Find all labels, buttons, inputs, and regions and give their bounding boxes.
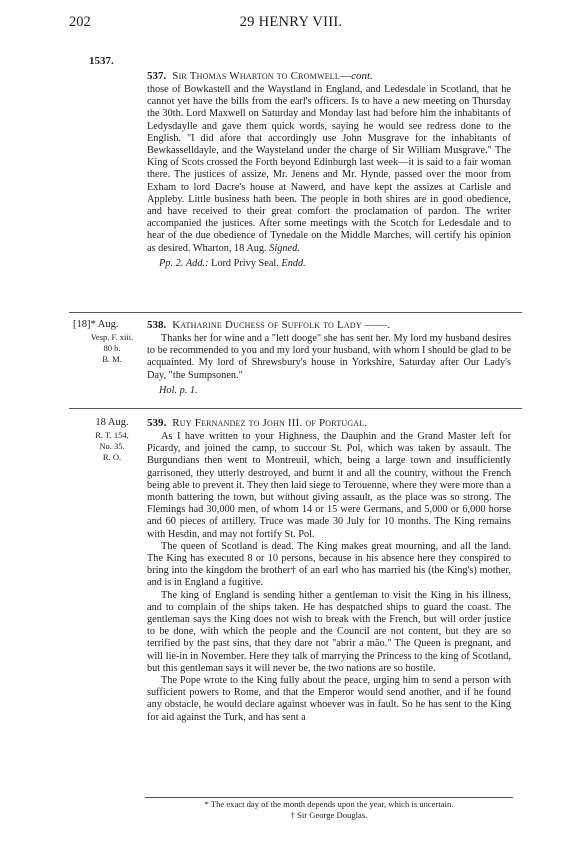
entry-number: 537. — [147, 70, 167, 82]
footnote-rule — [145, 797, 513, 798]
entry-539-heading — [147, 416, 511, 430]
entry-paragraph: The queen of Scotland is dead. The King makes great mourning, and all the land. The King has executed 8 or 10 persons, because in his absence here they conspired to bring into the kingdom the brother† of an earl who has married his (the King's) mother, and is in England a fugitive. — [147, 540, 511, 589]
source-ref: 80 b. — [103, 343, 121, 353]
meta-addressee: Lord Privy Seal. — [211, 257, 279, 269]
entry-date: 18 Aug. — [95, 417, 129, 428]
entry-539-body — [147, 416, 511, 724]
entry-text: Thanks her for wine and a "lett dooge" she has sent her. My lord my husband desires to be recommended to you and my lord your husband, with whom I should be glad to be acquainted. My lord of Shrewsbury's house in Yorkshire, Saturday after Our Lady's Day, "the Sumpsonen." — [147, 333, 511, 381]
entry-meta — [159, 384, 511, 398]
entry-number: 538. — [147, 319, 167, 331]
page-number: 202 — [69, 14, 91, 30]
source-ref: No. 35. — [99, 441, 125, 451]
year-marker: 1537. — [89, 55, 114, 67]
entry-538-body — [147, 318, 511, 398]
meta-endorsed: Endd. — [281, 257, 306, 269]
footnotes — [147, 799, 511, 821]
entry-paragraph: The Pope wrote to the King fully about the peace, urging him to send a person with sufficient powers to Rome, and that the Emperor would send another, and if he found any obstacle, he would declare against whoever was in fault. So he has sent to the King for aid against the Turk, and has sent a — [147, 675, 511, 723]
running-header — [69, 14, 513, 34]
footnote: * The exact day of the month depends upon the year, which is uncertain. — [204, 799, 454, 809]
entry-paragraph: The king of England is sending hither a gentleman to visit the King in his illness, and to complain of the ships taken. He has despatched ships to guard the coast. The gentleman says the King does not wish to break with the French, but will order justice to be done, with which the people and the Council are not content, but they are so terrified by the past sins, that they dare not "abrir a mão." The Queen is pregnant, and will lie-in in November. Here they talk of marrying the Princess to the king of Scotland, but this gentleman says it will never be, the two nations are so hostile. — [147, 589, 511, 674]
entry-538-heading — [147, 318, 511, 332]
entry-539-margin — [83, 416, 141, 463]
entry-title: Ruy Fernandez to John III. of Portugal. — [172, 417, 368, 429]
entry-538-margin — [73, 318, 141, 365]
entry-continued: cont. — [351, 70, 373, 82]
source-ref: R. T. 154, — [95, 430, 129, 440]
footnote: † Sir George Douglas. — [290, 810, 368, 820]
source-ref: R. O. — [102, 452, 122, 462]
entry-title: Katharine Duchess of Suffolk to Lady ——. — [172, 319, 391, 331]
running-title: 29 HENRY VIII. — [239, 14, 343, 30]
entry-paragraph: As I have written to your Highness, the Dauphin and the Grand Master left for Picardy, and joined the camp, to succour St. Pol, which was taken by assault. The Burgundians then went to Montreuil, which, being a large town and insufficiently garrisoned, they utterly destroyed, and burnt it and all the country, without the French being able to prevent it. They then laid siege to Terouenne, where they were more than a month battering the town, but without giving assault, as the place was so strong. The Flemings had 30,000 men, of whom 14 or 15 were Germans, and 5,000 or 6,000 horse and 60 pieces of artillery. Truce was made 30 July for 10 months. The King remains with Hesdin, and may not fortify St. Pol. — [147, 431, 511, 540]
entry-text-content: those of Bowkastell and the Waystland in England, and Ledesdale in Scotland, that he cannot yet have the bills from the earl's officers. Is to have a new meeting on Thursday the 30th. Lord Maxwell on Saturday and Monday last had before him the inhabitants of Ledysdaylle and gave them quick words, saying he would see redress done to the English. "I did afore that accordingly use John Musgrave for the inhabitants of Bewkasselldayle, and the Waysteland under the charge of Sir William Musgrave." The King of Scots crossed the Forth beyond Edinburgh last week—it is said to a fair woman there. The justices of assize, Mr. Jenens and Mr. Hynde, passed over the moor from Exham to lord Dacre's house at Nawerd, and have kept the assizes at Carlisle and Appleby. Little business hath been. The people in both shires are in good obedience, and have received to their great comfort the proclamation of pardon. The writer accompanied the justices. After some meetings with the Scotch for Ledesdale and to hear of the due obedience of Tynedale on the Middle Marches, will certify his opinion as desired. Wharton, 18 Aug. — [147, 84, 511, 254]
section-divider — [69, 312, 522, 313]
source-ref: Vesp. F. xiii. — [90, 332, 134, 342]
entry-title: Sir Thomas Wharton to Cromwell— — [172, 70, 352, 82]
entry-meta — [159, 257, 511, 271]
entry-date: [18]* Aug. — [73, 319, 119, 330]
meta-holograph: Hol. p. 1. — [159, 384, 198, 396]
entry-537-body — [147, 69, 511, 271]
entry-537-heading — [147, 69, 511, 83]
entry-text — [147, 84, 511, 255]
section-divider — [69, 408, 522, 409]
entry-number: 539. — [147, 417, 167, 429]
signed-note: Signed. — [269, 242, 300, 254]
meta-add-label: Add.: — [185, 257, 209, 269]
meta-pages: Pp. 2. — [159, 257, 184, 269]
source-ref: B. M. — [102, 354, 122, 364]
